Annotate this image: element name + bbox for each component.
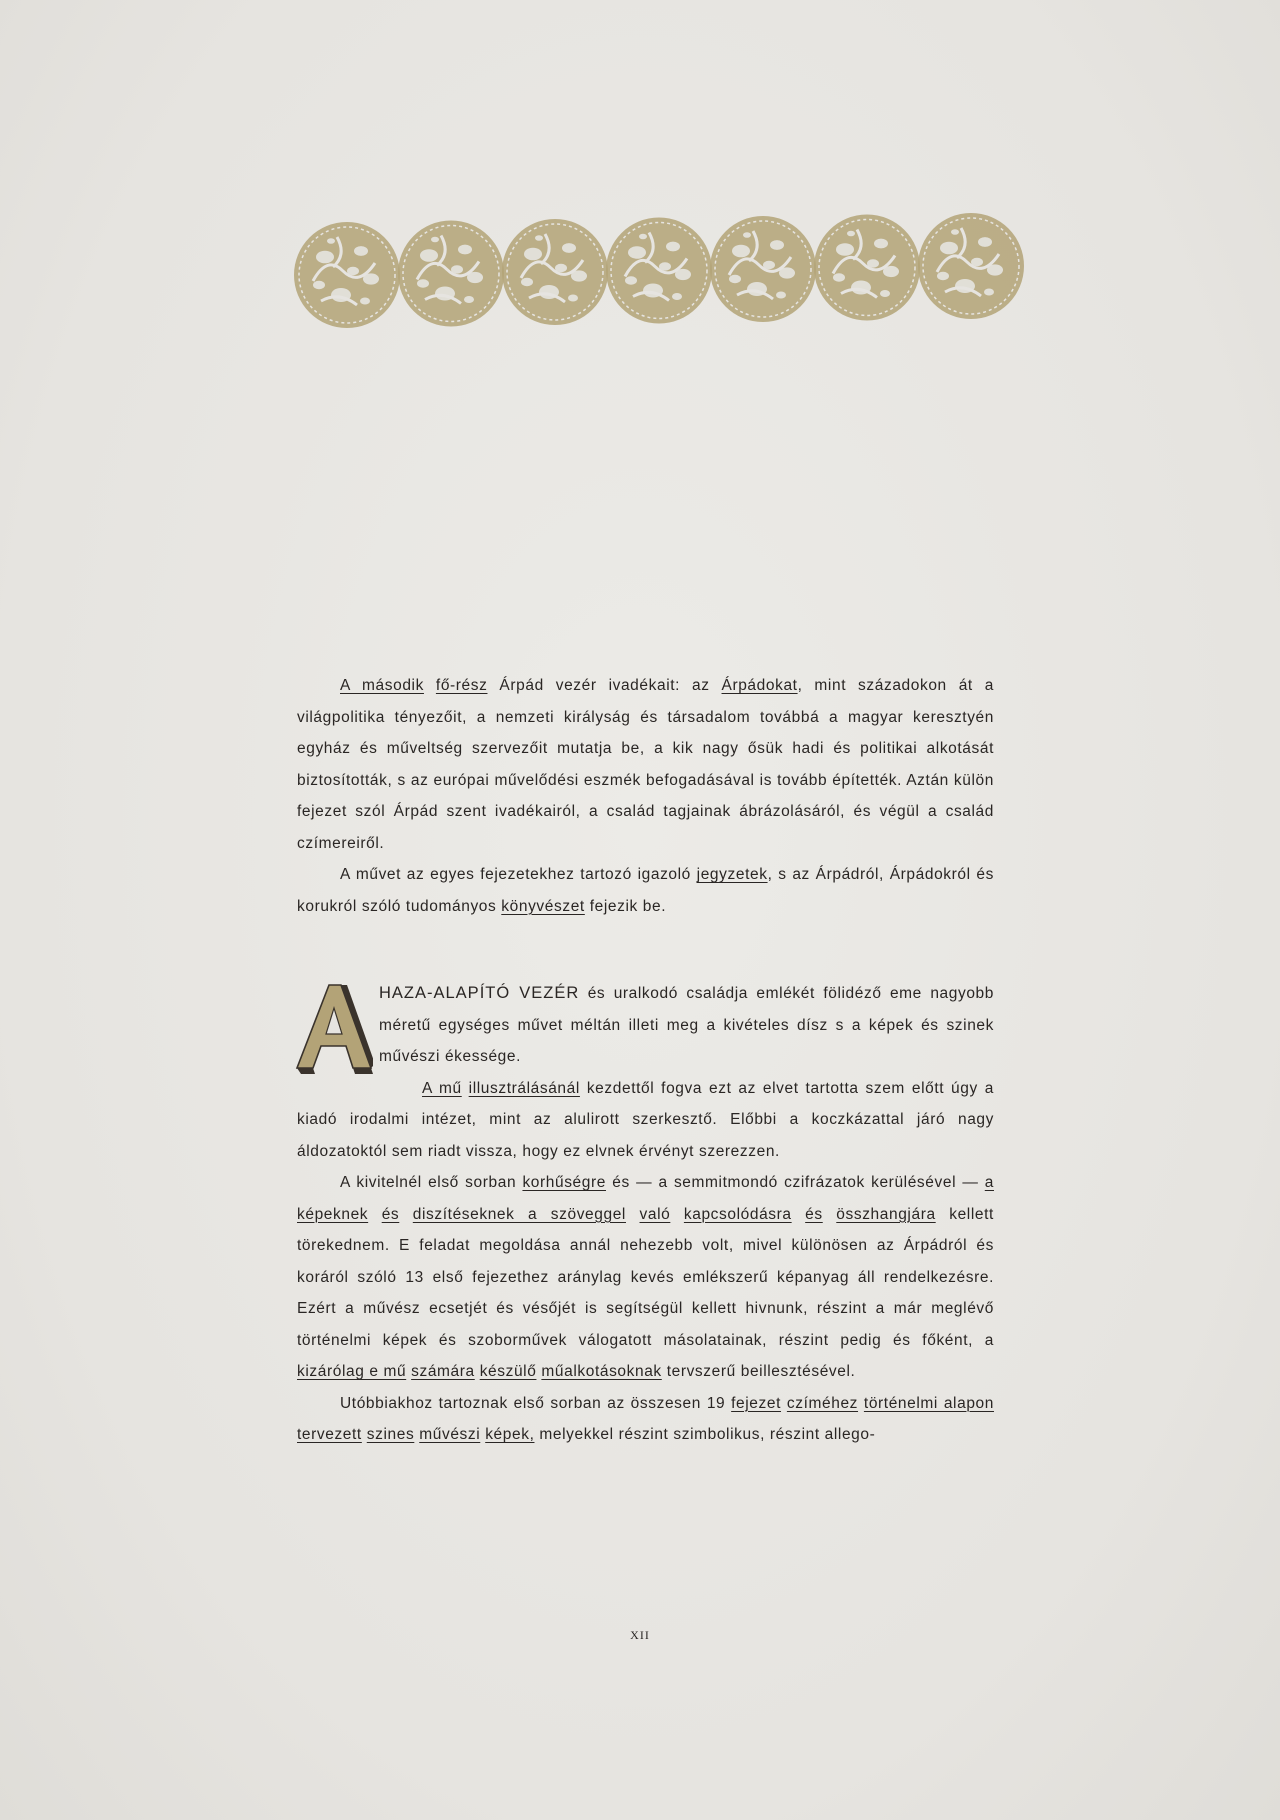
section-paragraph-3 <box>297 1167 994 1388</box>
medallion-ornament-icon <box>292 205 1024 345</box>
text-run <box>399 1206 413 1223</box>
medallion-icon <box>814 215 920 321</box>
text-run <box>424 677 436 694</box>
section-paragraph-4 <box>297 1388 994 1451</box>
text-run: tervszerű beillesztésével. <box>661 1363 856 1380</box>
text-run: , s az Árpádról, Árpádokról és korukról szóló tudományos <box>297 866 994 915</box>
underlined-term: való <box>639 1205 671 1223</box>
underlined-term: történelmi alapon <box>863 1394 994 1412</box>
underlined-term: művészi <box>419 1426 481 1443</box>
medallion-icon <box>710 216 816 322</box>
intro-paragraph-2 <box>297 859 994 922</box>
text-run: Árpád vezér ivadékait: az <box>487 677 722 694</box>
underlined-term: összhangjára <box>836 1205 936 1223</box>
text-run <box>792 1206 806 1223</box>
dropcap-a-icon <box>291 982 373 1076</box>
intro-text <box>297 670 994 922</box>
medallion-icon <box>918 213 1024 319</box>
text-run <box>823 1206 837 1223</box>
text-run: kellett törekednem. E feladat megoldása annál nehezebb volt, mivel különösen az Árpádról és koráról szóló 13 első fejezethez aránylag kevés emlékszerű képanyag áll rendelkezésre. Ezért a művész ecsetjét és vésőjét is segítségül kellett hivnunk, részint a már meglévő történelmi képek és szoborművek válogatott másolatainak, részint pedig és főként, a <box>297 1205 994 1349</box>
medallion-icon <box>294 222 400 328</box>
section-heading-text: HAZA-ALAPÍTÓ VEZÉR <box>379 984 580 1002</box>
underlined-term: fő-rész <box>435 677 488 694</box>
page-number: XII <box>630 1628 650 1642</box>
underlined-term: diszítéseknek a szöveggel <box>412 1205 626 1223</box>
text-run: és uralkodó családja emlékét fölidéző eme nagyobb méretű egységes művet méltán illeti meg a kivételes dísz s a képek és szinek művészi ékessége. <box>379 985 994 1065</box>
text-run: , mint századokon át a világpolitika tényezőit, a nemzeti királyság és társadalom továbbá a magyar keresztyén egyház és műveltség szervezőit mutatja be, a kik nagy ősük hadi és politikai alkotását biztosították, s az európai művelődési eszmék befogadásával is tovább építették. Aztán külön fejezet szól Árpád szent ivadékairól, a család tagjainak ábrázolásáról, és végül a család czímereiről. <box>297 677 994 852</box>
underlined-term: képek, <box>485 1426 535 1443</box>
intro-paragraph-1 <box>297 670 994 859</box>
medallion-icon <box>606 218 712 324</box>
underlined-term: illusztrálásánál <box>468 1079 580 1097</box>
text-run <box>368 1206 382 1223</box>
underlined-term: czíméhez <box>786 1394 859 1412</box>
underlined-term: és <box>805 1205 823 1223</box>
text-run: Utóbbiakhoz tartoznak első sorban az összesen 19 <box>340 1394 732 1412</box>
underlined-term: a képeknek <box>297 1174 994 1223</box>
section-paragraph-1 <box>297 978 994 1073</box>
text-run: és — a semmitmondó czifrázatok kerülésével — <box>605 1174 985 1191</box>
ornament-medallion-band <box>292 205 1024 345</box>
underlined-term: könyvészet <box>501 897 585 915</box>
underlined-term: fejezet <box>731 1394 782 1412</box>
text-run <box>670 1206 684 1223</box>
text-run <box>462 1080 469 1097</box>
underlined-term: korhűségre <box>522 1174 606 1191</box>
medallion-icon <box>502 219 608 325</box>
text-run: A művet az egyes fejezetekhez tartozó igazoló <box>340 866 697 883</box>
text-run: melyekkel részint szimbolikus, részint allego- <box>534 1426 876 1443</box>
text-run: kezdettől fogva ezt az elvet tartotta szem előtt úgy a kiadó irodalmi intézet, mint az alulirott szerkesztő. Előbbi a koczkázattal járó nagy áldozatoktól sem riadt vissza, hogy ez elvnek érvényt szerezzen. <box>297 1079 994 1160</box>
underlined-term: Árpádokat <box>721 677 798 694</box>
text-run: fejezik be. <box>584 897 667 915</box>
underlined-term: szines <box>366 1426 415 1443</box>
underlined-term: és <box>381 1205 400 1223</box>
underlined-term: kizárólag e mű <box>297 1363 407 1380</box>
medallion-icon <box>398 221 504 327</box>
underlined-term: műalkotásoknak <box>541 1363 662 1380</box>
text-run <box>626 1206 640 1223</box>
underlined-term: jegyzetek <box>696 866 768 883</box>
underlined-term: számára <box>411 1363 475 1380</box>
text-run: A kivitelnél első sorban <box>340 1174 523 1191</box>
underlined-term: kapcsolódásra <box>683 1205 792 1223</box>
section-text <box>297 978 994 1451</box>
section-paragraph-2 <box>297 1073 994 1168</box>
underlined-term: tervezett <box>297 1426 362 1443</box>
underlined-term: készülő <box>479 1363 537 1380</box>
underlined-term: A második <box>340 677 424 694</box>
underlined-term: A mű <box>422 1079 462 1097</box>
